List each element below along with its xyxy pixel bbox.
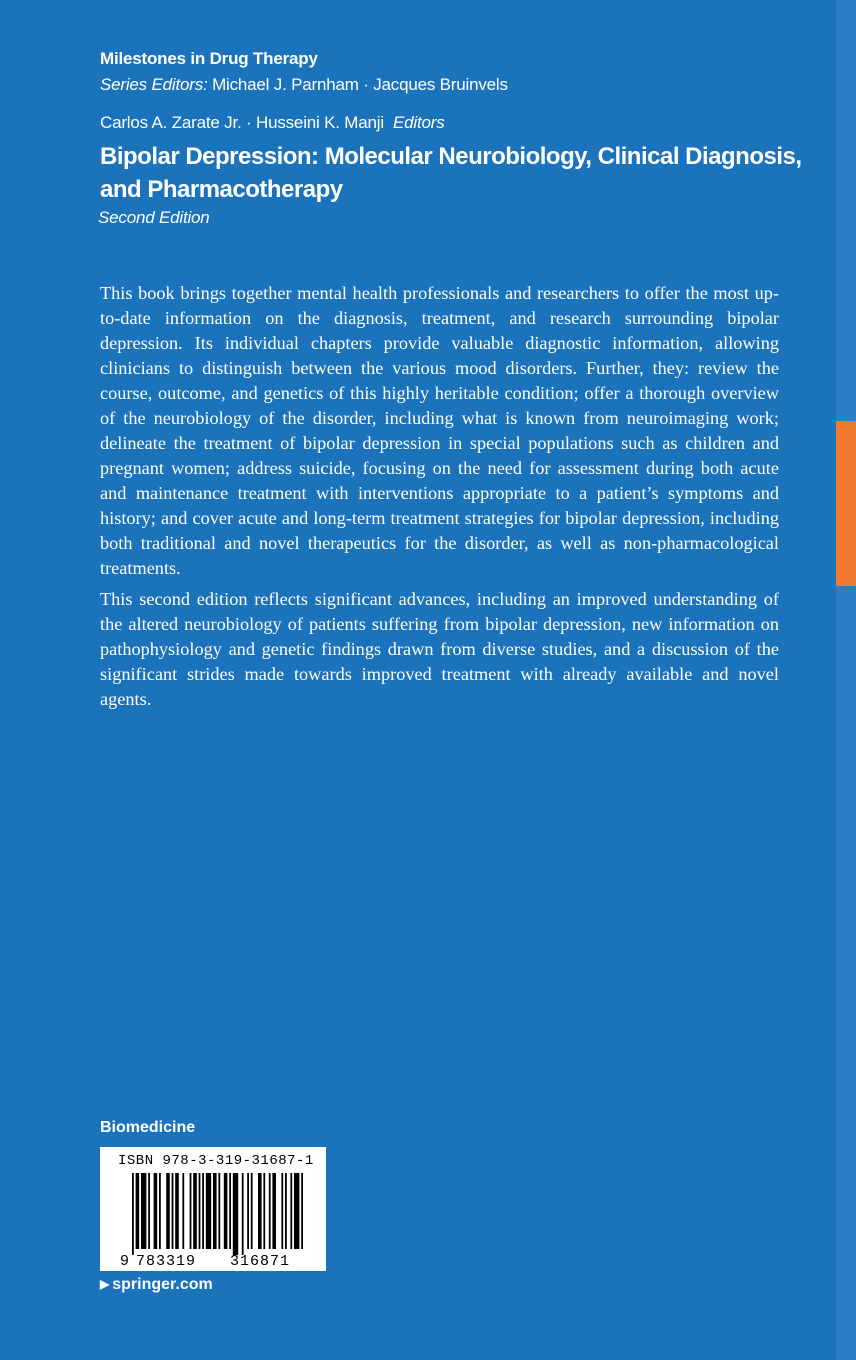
barcode-bar: [229, 1173, 231, 1249]
series-title: Milestones in Drug Therapy: [100, 49, 318, 68]
description-paragraph: This book brings together mental health professionals and researchers to offer the most up-to-date information on the diagnosis, treatment, and research surrounding bipolar depression. Its individual chapters provide valuable diagnostic information, allowing clinicians to distinguish between the various mood disorders. Further, they: review the course, outcome, and genetics of this highly heritable condition; offer a thorough overview of the neurobiology of the disorder, including what is known from neuroimaging work; delineate the treatment of bipolar depression in special populations such as children and pregnant women; address suicide, focusing on the need for assessment during both acute and maintenance treatment with interventions appropriate to a patient’s symptoms and history; and cover acute and long-term treatment strategies for bipolar depression, including both traditional and novel therapeutics for the disorder, as well as non-pharmacological treatments.: [100, 283, 779, 578]
barcode-bar: [175, 1173, 179, 1249]
barcode-digits-right: 316871: [230, 1253, 291, 1270]
barcode-bar: [141, 1173, 146, 1249]
barcode-bar: [182, 1173, 184, 1249]
barcode-bar: [247, 1173, 249, 1249]
barcode-bar: [136, 1173, 140, 1249]
series-block: [100, 47, 508, 97]
barcode-bar: [202, 1173, 204, 1249]
isbn-label: ISBN 978-3-319-31687-1: [118, 1153, 314, 1169]
series-editors-names: Michael J. Parnham · Jacques Bruinvels: [212, 75, 508, 94]
barcode-bar: [281, 1173, 283, 1249]
barcode-bar: [290, 1173, 292, 1249]
barcode-bar: [269, 1173, 271, 1249]
barcode-bar: [294, 1173, 299, 1249]
arrow-right-icon: ▶: [100, 1277, 110, 1291]
barcode-bar: [159, 1173, 161, 1249]
barcode-bar: [190, 1173, 192, 1249]
barcode-bar: [301, 1173, 303, 1249]
publisher-website[interactable]: [100, 1276, 213, 1294]
barcode-digits-left: 783319: [136, 1253, 197, 1270]
series-editors: [100, 73, 508, 97]
series-editors-label: Series Editors:: [100, 75, 208, 94]
barcode-bar: [206, 1173, 211, 1249]
book-editors-names: Carlos A. Zarate Jr. · Husseini K. Manji: [100, 113, 384, 132]
description: [100, 281, 779, 712]
book-edition: Second Edition: [98, 208, 210, 227]
barcode-bar: [242, 1173, 244, 1255]
barcode-bar: [199, 1173, 201, 1249]
website-url: springer.com: [112, 1276, 213, 1293]
book-title: Bipolar Depression: Molecular Neurobiology, Clinical Diagnosis, and Pharmacotherapy: [100, 143, 802, 203]
barcode-bar: [166, 1173, 170, 1249]
barcode-bar: [148, 1173, 150, 1249]
barcode-bar: [258, 1173, 262, 1249]
barcode-bar: [172, 1173, 174, 1249]
book-editors-role: Editors: [392, 113, 445, 132]
barcode-bar: [251, 1173, 253, 1249]
spine-edge: [836, 0, 856, 1360]
barcode-bar: [154, 1173, 158, 1249]
barcode-bar: [263, 1173, 265, 1249]
isbn-barcode: [100, 1147, 326, 1271]
barcode-bar: [193, 1173, 197, 1249]
barcode-graphic: [100, 1147, 326, 1271]
barcode-bar: [285, 1173, 287, 1249]
barcode-digits-lead: 9: [120, 1253, 130, 1270]
barcode-bar: [272, 1173, 276, 1249]
book-editors: [100, 111, 445, 135]
description-paragraph: This second edition reflects significant advances, including an improved understanding of the altered neurobiology of patients suffering from bipolar depression, new information on pathophysiology and genetic findings drawn from diverse studies, and a discussion of the significant strides made towards improved treatment with already available and novel agents.: [100, 589, 779, 709]
subject-category: Biomedicine: [100, 1119, 196, 1136]
barcode-bar: [218, 1173, 220, 1249]
barcode-bar: [233, 1173, 238, 1255]
barcode-bar: [224, 1173, 228, 1249]
spine-accent-stripe: [836, 421, 856, 586]
barcode-bar: [132, 1173, 134, 1255]
barcode-bar: [213, 1173, 217, 1249]
